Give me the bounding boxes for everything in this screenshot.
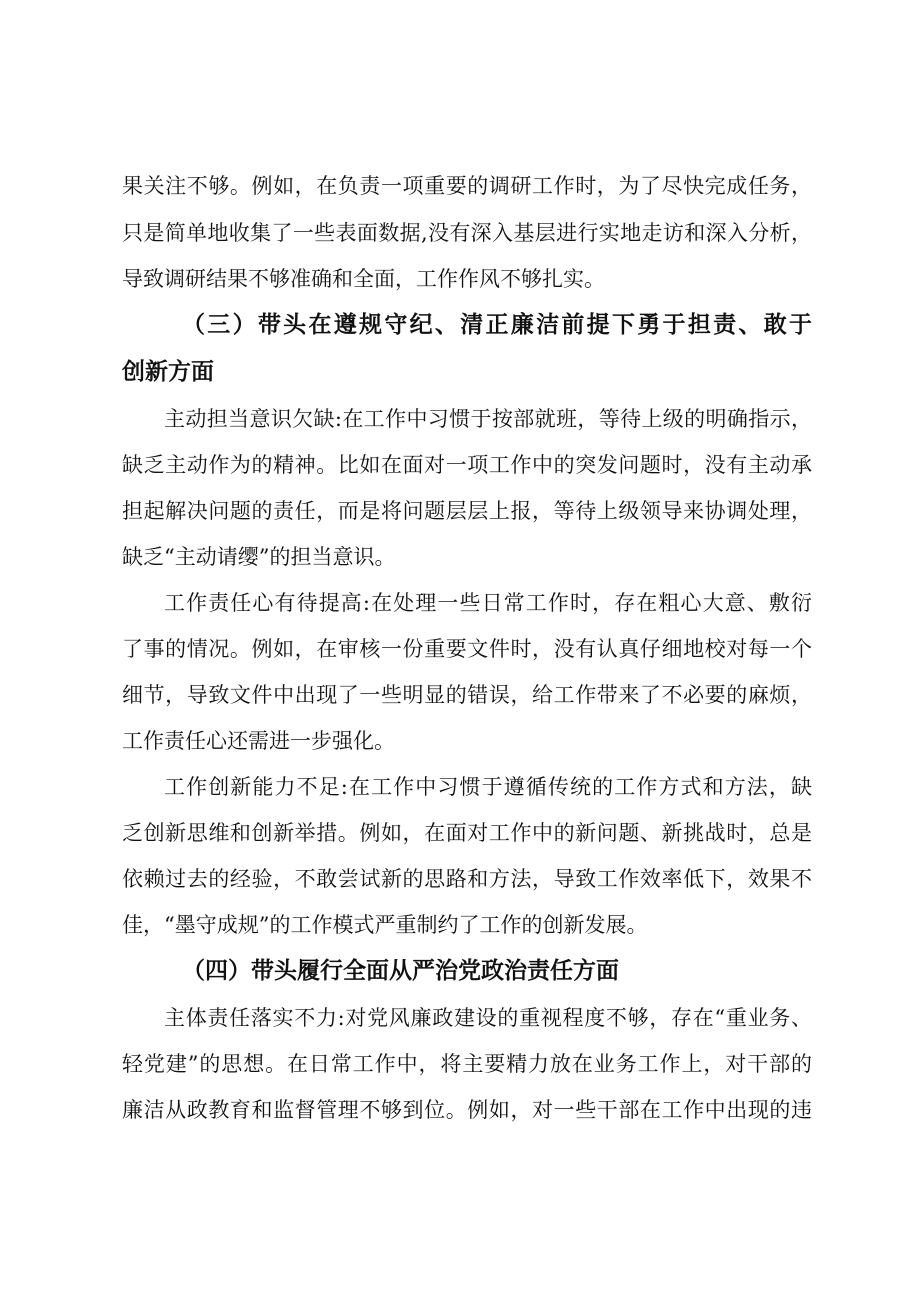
paragraph-line: 缺乏主动作为的精神。比如在面对一项工作中的突发问题时，没有主动承: [122, 453, 812, 477]
paragraph-line: 细节，导致文件中出现了一些明显的错误，给工作带来了不必要的麻烦，: [122, 683, 812, 707]
section-heading: （三）带头在遵规守纪、清正廉洁前提下勇于担责、敢于: [182, 312, 812, 338]
paragraph-line: 依赖过去的经验，不敢尝试新的思路和方法，导致工作效率低下，效果不: [122, 867, 812, 891]
paragraph-line: 工作责任心还需进一步强化。: [122, 729, 395, 753]
paragraph-line: 果关注不够。例如，在负责一项重要的调研工作时，为了尽快完成任务，: [122, 174, 812, 198]
paragraph-line: 了事的情况。例如，在审核一份重要文件时，没有认真仔细地校对每一个: [122, 637, 812, 661]
paragraph-line: 乏创新思维和创新举措。例如，在面对工作中的新问题、新挑战时，总是: [122, 821, 812, 845]
paragraph-line: 轻党建”的思想。在日常工作中，将主要精力放在业务工作上，对干部的: [122, 1052, 812, 1076]
paragraph-line: 只是简单地收集了一些表面数据,没有深入基层进行实地走访和深入分析，: [122, 221, 812, 245]
paragraph-line: 佳，“墨守成规”的工作模式严重制约了工作的创新发展。: [122, 913, 648, 937]
paragraph-line: 主动担当意识欠缺:在工作中习惯于按部就班，等待上级的明确指示，: [164, 407, 812, 431]
paragraph-line: 缺乏“主动请缨”的担当意识。: [122, 545, 396, 569]
paragraph-line: 廉洁从政教育和监督管理不够到位。例如，对一些干部在工作中出现的违: [122, 1098, 812, 1122]
paragraph-line: 担起解决问题的责任，而是将问题层层上报，等待上级领导来协调处理，: [122, 499, 812, 523]
section-heading: 创新方面: [122, 359, 214, 385]
paragraph-line: 主体责任落实不力:对党风廉政建设的重视程度不够，存在“重业务、: [164, 1006, 812, 1030]
paragraph-line: 工作创新能力不足:在工作中习惯于遵循传统的工作方式和方法，缺: [164, 775, 812, 799]
paragraph-line: 导致调研结果不够准确和全面，工作作风不够扎实。: [122, 267, 605, 291]
section-heading: （四）带头履行全面从严治党政治责任方面: [182, 958, 619, 984]
paragraph-line: 工作责任心有待提高:在处理一些日常工作时，存在粗心大意、敷衍: [164, 591, 812, 615]
